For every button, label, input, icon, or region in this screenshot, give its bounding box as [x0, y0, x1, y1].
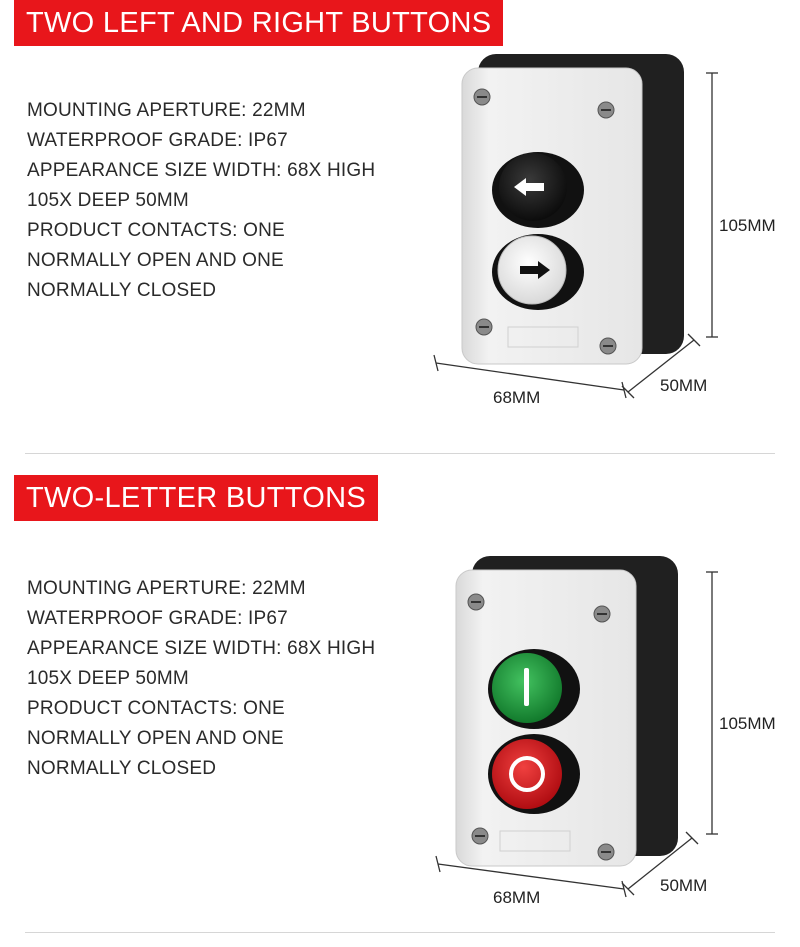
section-title: TWO-LETTER BUTTONS [14, 475, 378, 521]
spec-line: MOUNTING APERTURE: 22MM [27, 100, 306, 121]
spec-line: WATERPROOF GRADE: IP67 [27, 608, 288, 629]
spec-list [27, 574, 387, 784]
button-black-left [492, 152, 584, 228]
spec-line: PRODUCT CONTACTS: ONE [27, 220, 285, 241]
product-image [410, 534, 800, 914]
dimension-depth-label: 50MM [660, 876, 708, 895]
dimension-height-label: 105MM [719, 216, 776, 235]
product-image [410, 40, 800, 420]
dimension-width-label: 68MM [493, 388, 541, 407]
spec-line: NORMALLY OPEN AND ONE [27, 250, 284, 271]
product-section-left-right [0, 0, 800, 473]
spec-line: NORMALLY CLOSED [27, 280, 217, 301]
spec-line: MOUNTING APERTURE: 22MM [27, 578, 306, 599]
button-green-start [488, 649, 580, 729]
dimension-width-label: 68MM [493, 888, 541, 907]
dimension-height-label: 105MM [719, 714, 776, 733]
spec-line: APPEARANCE SIZE WIDTH: 68X HIGH [27, 160, 376, 181]
spec-line: 105X DEEP 50MM [27, 668, 189, 689]
section-divider [25, 932, 775, 933]
section-divider [25, 453, 775, 454]
section-title: TWO LEFT AND RIGHT BUTTONS [14, 0, 503, 46]
spec-line: WATERPROOF GRADE: IP67 [27, 130, 288, 151]
dimension-line-height [706, 73, 718, 337]
start-i-icon [524, 668, 529, 706]
spec-line: APPEARANCE SIZE WIDTH: 68X HIGH [27, 638, 376, 659]
button-red-stop [488, 734, 580, 814]
dimension-line-height [706, 572, 718, 834]
product-section-letter [0, 474, 800, 947]
spec-list [27, 96, 387, 306]
spec-line: PRODUCT CONTACTS: ONE [27, 698, 285, 719]
spec-line: 105X DEEP 50MM [27, 190, 189, 211]
dimension-depth-label: 50MM [660, 376, 708, 395]
button-white-right [492, 234, 584, 310]
spec-line: NORMALLY CLOSED [27, 758, 217, 779]
spec-line: NORMALLY OPEN AND ONE [27, 728, 284, 749]
